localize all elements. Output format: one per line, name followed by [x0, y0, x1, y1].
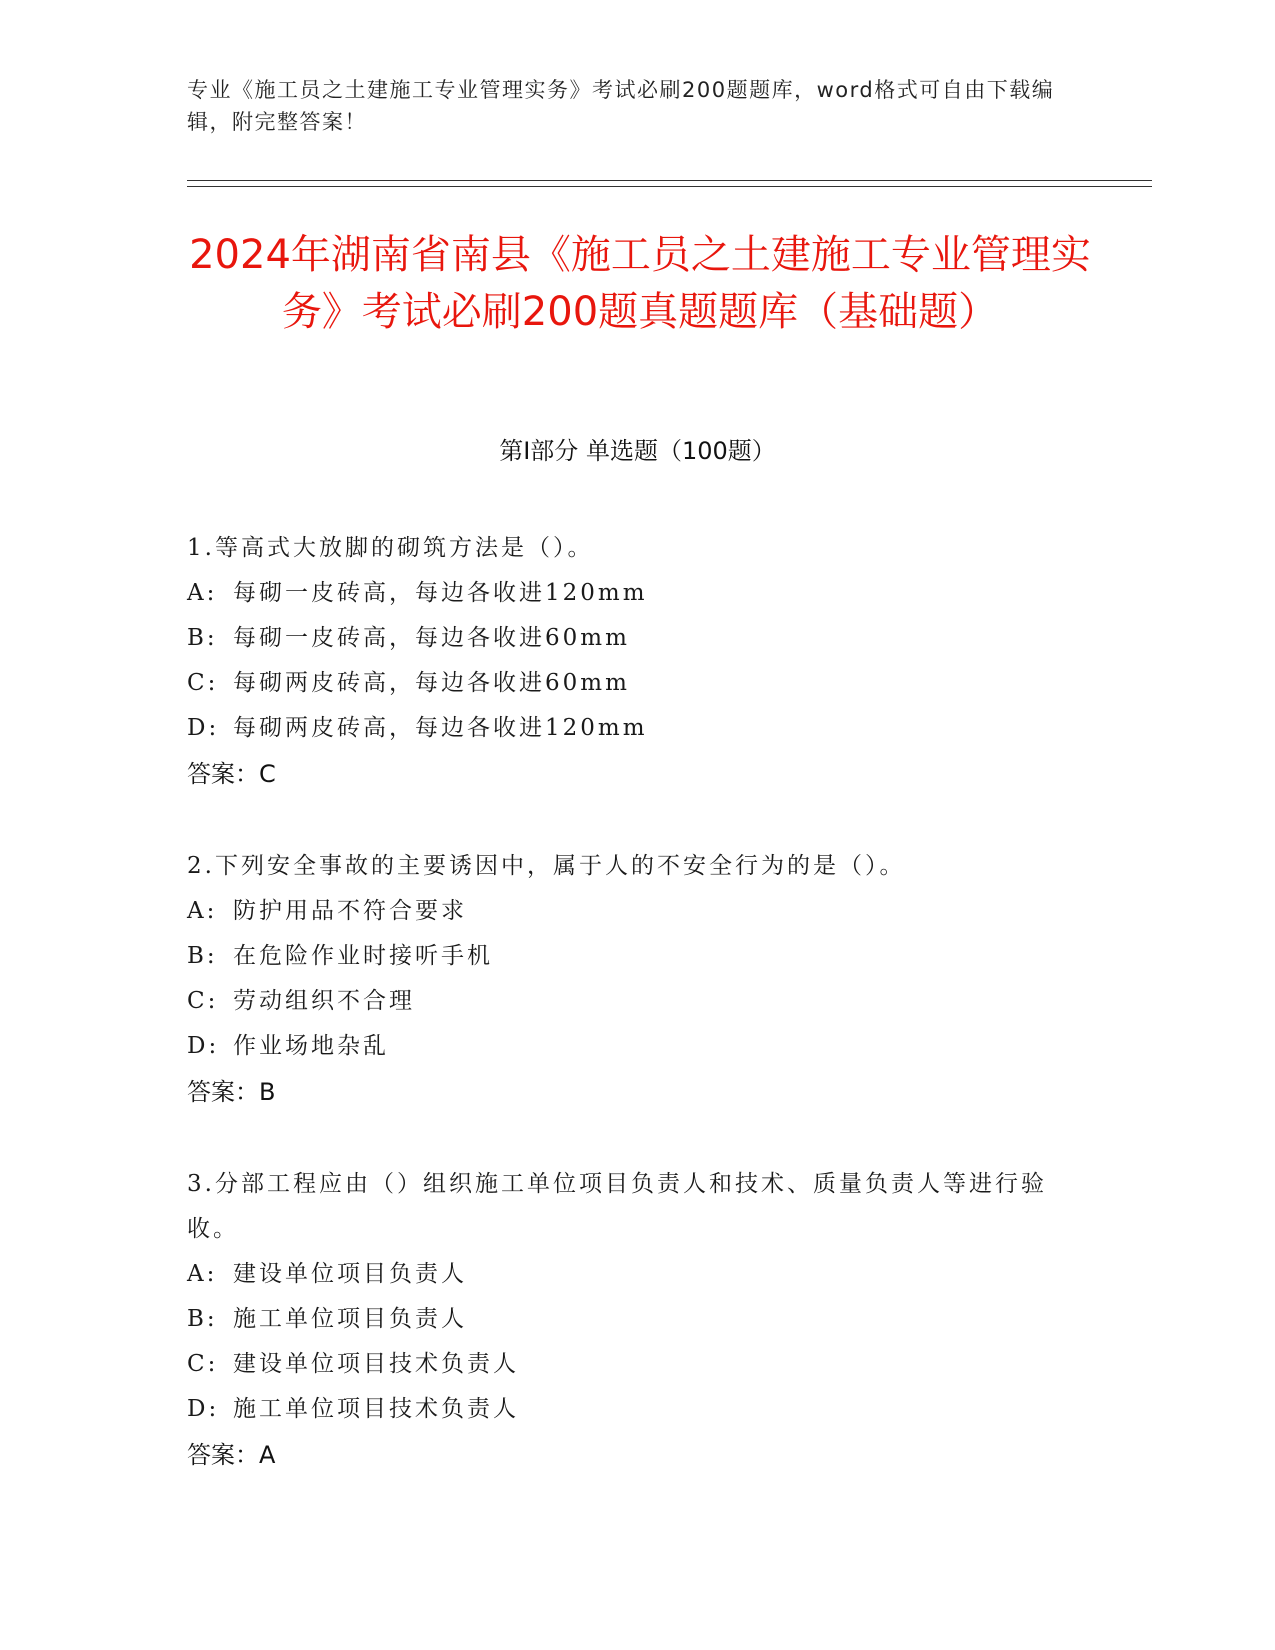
option-letter: A: — [187, 1261, 218, 1287]
document-title: 2024年湖南省南县《施工员之土建施工专业管理实务》考试必刷200题真题题库（基础题） — [189, 232, 1091, 335]
option-d — [187, 1387, 1087, 1432]
option-letter: D: — [187, 1033, 220, 1059]
option-text: 劳动组织不合理 — [233, 988, 415, 1014]
option-text: 每砌一皮砖高，每边各收进120mm — [233, 580, 648, 606]
option-b — [187, 1297, 1087, 1342]
option-text: 建设单位项目负责人 — [233, 1261, 467, 1287]
option-b — [187, 934, 1087, 979]
option-letter: A: — [187, 898, 218, 924]
question-stem: 3.分部工程应由（）组织施工单位项目负责人和技术、质量负责人等进行验收。 — [187, 1171, 1047, 1242]
option-letter: C: — [187, 988, 219, 1014]
option-text: 施工单位项目技术负责人 — [233, 1396, 519, 1422]
option-letter: C: — [187, 670, 219, 696]
answer-line: 答案：B — [187, 1078, 276, 1106]
option-d — [187, 706, 1087, 751]
option-letter: C: — [187, 1351, 219, 1377]
option-a — [187, 1252, 1087, 1297]
option-text: 每砌两皮砖高，每边各收进60mm — [233, 670, 630, 696]
option-c — [187, 661, 1087, 706]
header-note: 专业《施工员之土建施工专业管理实务》考试必刷200题题库，word格式可自由下载编辑，附完整答案！ — [187, 78, 1055, 134]
question-3 — [187, 1162, 1087, 1478]
option-c — [187, 979, 1087, 1024]
option-text: 防护用品不符合要求 — [233, 898, 467, 924]
option-c — [187, 1342, 1087, 1387]
answer-line: 答案：C — [187, 760, 276, 788]
question-2 — [187, 844, 1087, 1115]
option-letter: B: — [187, 943, 218, 969]
option-text: 每砌一皮砖高，每边各收进60mm — [233, 625, 630, 651]
answer-line: 答案：A — [187, 1441, 276, 1469]
option-text: 每砌两皮砖高，每边各收进120mm — [233, 715, 648, 741]
option-letter: B: — [187, 1306, 218, 1332]
header-divider-bottom — [187, 186, 1152, 187]
option-a — [187, 889, 1087, 934]
header-divider-top — [187, 180, 1152, 181]
option-text: 建设单位项目技术负责人 — [233, 1351, 519, 1377]
option-a — [187, 571, 1087, 616]
option-letter: A: — [187, 580, 218, 606]
section-title: 第I部分 单选题（100题） — [499, 437, 776, 465]
option-letter: D: — [187, 1396, 220, 1422]
option-text: 在危险作业时接听手机 — [233, 943, 493, 969]
option-text: 施工单位项目负责人 — [233, 1306, 467, 1332]
option-d — [187, 1024, 1087, 1069]
option-letter: B: — [187, 625, 218, 651]
question-stem: 2.下列安全事故的主要诱因中，属于人的不安全行为的是（）。 — [187, 853, 906, 879]
question-stem: 1.等高式大放脚的砌筑方法是（）。 — [187, 535, 594, 561]
option-b — [187, 616, 1087, 661]
option-letter: D: — [187, 715, 220, 741]
question-1 — [187, 526, 1087, 797]
option-text: 作业场地杂乱 — [233, 1033, 389, 1059]
